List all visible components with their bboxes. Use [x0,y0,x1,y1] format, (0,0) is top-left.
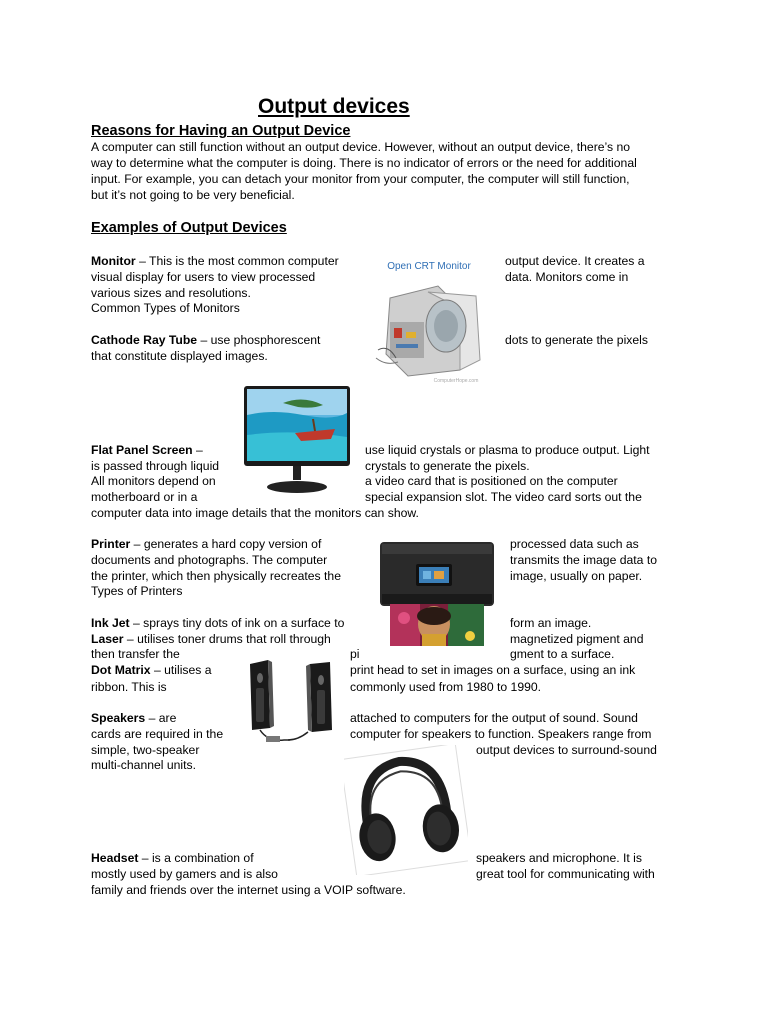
printer-line: processed data such as [510,537,639,551]
inkjet-line [91,615,344,631]
crt-watermark: ComputerHope.com [433,378,479,384]
speakers-text: – are [145,711,177,725]
crt-label: Open CRT Monitor [387,261,471,272]
flat-line: computer data into image details that the monitors can show. [91,506,419,520]
flat-line: special expansion slot. The video card sorts out the [365,490,642,504]
monitor-line: visual display for users to view processed [91,270,316,284]
monitor-line: output device. It creates a [505,254,645,268]
dotmatrix-line: print head to set in images on a surface, using an ink [350,663,636,677]
monitor-line [91,253,339,269]
flat-line: crystals to generate the pixels. [365,459,530,473]
crt-text: – use phosphorescent [197,333,321,347]
crt-line: that constitute displayed images. [91,349,268,363]
dotmatrix-text: – utilises a [150,663,212,677]
printer-line: transmits the image data to [510,553,657,567]
laser-line: pi [350,647,360,661]
speakers-line: computer for speakers to function. Speakers range from [350,727,652,741]
speakers-term: Speakers [91,711,146,725]
reasons-line: but it’s not going to be very beneficial. [91,188,295,202]
speakers-line [91,710,176,726]
laser-term: Laser [91,632,124,646]
speakers-image [238,656,338,748]
headset-line: family and friends over the internet using a VOIP software. [91,883,406,897]
crt-line: dots to generate the pixels [505,333,648,347]
monitor-line: various sizes and resolutions. [91,286,251,300]
reasons-heading: Reasons for Having an Output Device [91,123,351,139]
flat-line: All monitors depend on [91,474,216,488]
speakers-line: output devices to surround-sound [476,743,657,757]
monitor-line: Common Types of Monitors [91,301,240,315]
speakers-line: multi-channel units. [91,758,196,772]
flat-line: use liquid crystals or plasma to produce output. Light [365,443,650,457]
headset-line [91,850,254,866]
speakers-line: attached to computers for the output of sound. Sound [350,711,638,725]
flat-term: Flat Panel Screen [91,443,193,457]
reasons-line: input. For example, you can detach your monitor from your computer, the computer will still function, [91,172,630,186]
headset-line: mostly used by gamers and is also [91,867,278,881]
reasons-line: way to determine what the computer is doing. There is no indicator of errors or the need for additional [91,156,637,170]
laser-line: magnetized pigment and [510,632,644,646]
inkjet-term: Ink Jet [91,616,130,630]
printer-line: documents and photographs. The computer [91,553,328,567]
dotmatrix-term: Dot Matrix [91,663,151,677]
printer-line: the printer, which then physically recreates the [91,569,341,583]
flat-text: – [192,443,203,457]
page-title: Output devices [258,95,410,118]
printer-line: Types of Printers [91,584,183,598]
printer-line: image, usually on paper. [510,569,643,583]
crt-line [91,332,320,348]
headset-text: – is a combination of [138,851,254,865]
crt-monitor-image [368,250,490,388]
dotmatrix-line: ribbon. This is [91,680,167,694]
monitor-term: Monitor [91,254,136,268]
examples-heading: Examples of Output Devices [91,220,287,236]
flat-line: motherboard or in a [91,490,198,504]
inkjet-text: – sprays tiny dots of ink on a surface to [129,616,345,630]
laser-line [91,631,331,647]
monitor-text: – This is the most common computer [135,254,339,268]
laser-line: gment to a surface. [510,647,615,661]
printer-text: – generates a hard copy version of [130,537,322,551]
printer-image [378,540,496,648]
laser-line: then transfer the [91,647,180,661]
headset-image [344,745,468,875]
reasons-line: A computer can still function without an output device. However, without an output device, there’s no [91,140,631,154]
speakers-line: cards are required in the [91,727,224,741]
monitor-line: data. Monitors come in [505,270,629,284]
speakers-line: simple, two-speaker [91,743,200,757]
dotmatrix-line: commonly used from 1980 to 1990. [350,680,542,694]
flat-line: a video card that is positioned on the computer [365,474,618,488]
flat-panel-image [243,385,351,495]
dotmatrix-line [91,662,212,678]
headset-line: speakers and microphone. It is [476,851,642,865]
inkjet-line: form an image. [510,616,592,630]
printer-line [91,536,321,552]
printer-term: Printer [91,537,131,551]
crt-term: Cathode Ray Tube [91,333,198,347]
headset-line: great tool for communicating with [476,867,655,881]
headset-term: Headset [91,851,139,865]
flat-line: is passed through liquid [91,459,220,473]
flat-line [91,442,203,458]
laser-text: – utilises toner drums that roll through [123,632,331,646]
